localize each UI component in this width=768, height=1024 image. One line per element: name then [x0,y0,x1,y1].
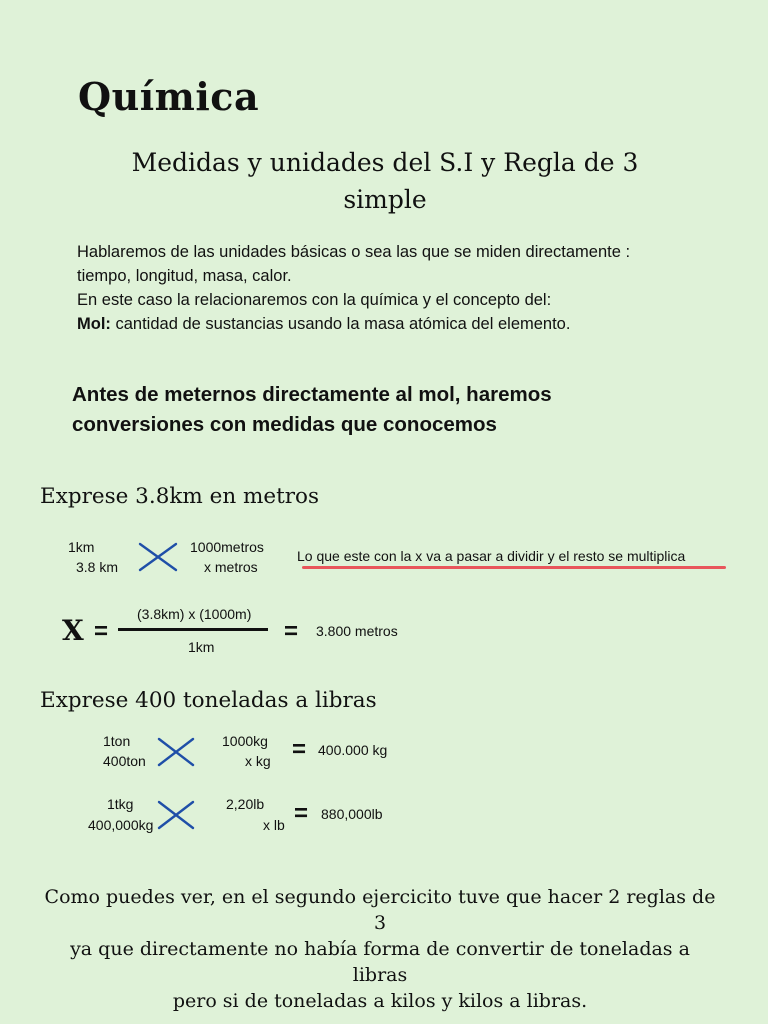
cross-multiply-icon [137,541,179,573]
ex2-step1-b1: 1000kg [222,733,268,749]
ex1-result: 3.800 metros [316,623,398,639]
page-title: Química [78,74,260,119]
intro-line: Hablaremos de las unidades básicas o sea las que se miden directamente : [77,243,631,261]
intro-line-mol [77,312,630,336]
ex1-tip: Lo que este con la x va a pasar a dividir y el resto se multiplica [297,548,686,564]
ex1-value-b1: 1000metros [190,539,264,555]
exercise2-title: Exprese 400 toneladas a libras [40,688,377,713]
intro-line: tiempo, longitud, masa, calor. [77,267,292,285]
ex1-numerator: (3.8km) x (1000m) [137,606,252,622]
ex2-step1-equals: = [292,736,307,763]
exercise1-title: Exprese 3.8km en metros [40,484,320,509]
ex2-step2-result: 880,000lb [321,806,383,822]
ex2-step2-b1: 2,20lb [226,796,265,812]
ex2-step1-result: 400.000 kg [318,742,388,758]
ex1-equals-sign: = [94,618,109,645]
ex1-value-a1: 1km [68,539,95,555]
ex1-x-variable: X [62,614,84,647]
conclusion-paragraph [40,884,720,1014]
conclusion-line: Como puedes ver, en el segundo ejercicito tuve que hacer 2 reglas de 3 [44,886,716,934]
tip-underline [302,566,726,569]
ex1-value-a2: 3.8 km [76,559,119,575]
mol-definition: cantidad de sustancias usando la masa atómica del elemento. [110,315,571,333]
note-line: conversiones con medidas que conocemos [72,413,497,436]
conclusion-line: pero si de toneladas a kilos y kilos a libras. [172,990,588,1012]
ex1-equals-sign: = [284,618,299,645]
ex2-step2-b2: x lb [263,817,285,833]
ex2-step1-b2: x kg [245,753,271,769]
cross-multiply-icon [156,799,196,831]
ex2-step2-a1: 1tkg [107,796,134,812]
ex1-value-b2: x metros [204,559,258,575]
conversion-note [72,380,552,440]
ex2-step1-a1: 1ton [103,733,131,749]
ex1-denominator: 1km [188,639,215,655]
ex2-step2-equals: = [294,800,309,827]
fraction-bar [118,628,268,631]
conclusion-line: ya que directamente no había forma de convertir de toneladas a libras [70,938,690,986]
intro-line: En este caso la relacionaremos con la química y el concepto del: [77,291,552,309]
cross-multiply-icon [156,736,196,768]
intro-paragraph [77,240,630,336]
mol-term: Mol: [77,315,111,333]
page-subtitle: Medidas y unidades del S.I y Regla de 3 simple [131,148,639,214]
ex2-step2-a2: 400,000kg [88,817,154,833]
note-line: Antes de meternos directamente al mol, haremos [72,383,552,406]
ex2-step1-a2: 400ton [103,753,146,769]
